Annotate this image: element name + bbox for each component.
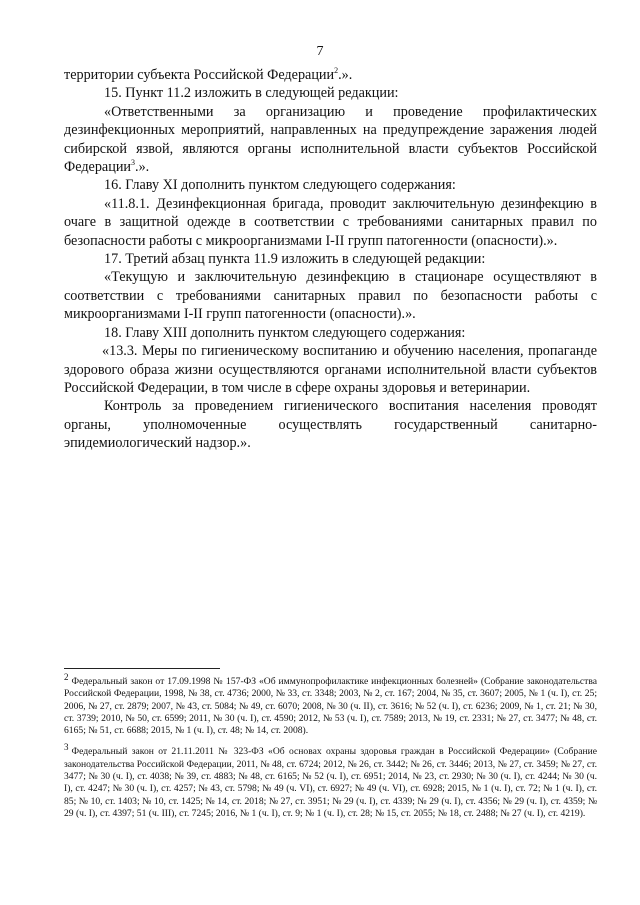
paragraph-item-15: 15. Пункт 11.2 изложить в следующей редакции: — [104, 85, 399, 102]
footnote-ref-2[interactable]: 2 — [334, 66, 339, 75]
footnote-text: Федеральный закон от 21.11.2011 № 323-ФЗ «Об основах охраны здоровья граждан в Российской Федерации» (Собрание законодательства Российской Федерации, 2011, № 48, ст. 6724; 2012, № 26, ст. 3442; № 26, ст. 3446; 2013, № 27, ст. 3459; № 27, ст. 3477; № 30 (ч. I), ст. 4038; № 39, ст. 4883; № 48, ст. 6165; № 52 (ч. I), ст. 6951; 2014, № 23, ст. 2930; № 30 (ч. I), ст. 4244; № 30 (ч. I), ст. 4247; № 30 (ч. I), ст. 4257; № 43, ст. 5798; № 49 (ч. VI), ст. 6927; № 49 (ч. VI), ст. 6928; 2015, № 1 (ч. I), ст. 72; № 1 (ч. I), ст. 85; № 10, ст. 1403; № 10, ст. 1425; № 14, ст. 2018; № 27, ст. 3951; № 29 (ч. I), ст. 4339; № 29 (ч. I), ст. 4356; № 29 (ч. I), ст. 4359; № 29 (ч. I), ст. 4397; 51 (ч. III), ст. 7245; 2016, № 1 (ч. I), ст. 9; № 1 (ч. I), ст. 28; № 15, ст. 2055; № 18, ст. 2488; № 27 (ч. I), ст. 4219). — [64, 746, 597, 819]
body-text — [64, 66, 597, 453]
footnote-ref-3[interactable]: 3 — [131, 158, 136, 168]
footnote-mark: 2 — [64, 672, 69, 682]
footnotes — [64, 671, 597, 824]
paragraph-continuation: территории субъекта Российской Федерации$^2$.». — [64, 66, 353, 83]
footnote-2 — [64, 671, 597, 737]
paragraph-quote-11-8-1: «11.8.1. Дезинфекционная бригада, проводит заключительную дезинфекцию в очаге в защитной одежде в соответствии с требованиями санитарных правил по безопасности работы с микроорганизмами I-II групп патогенности (опасности).». — [64, 195, 597, 249]
footnote-3 — [64, 741, 597, 820]
footnote-mark: 3 — [64, 742, 69, 753]
paragraph-quote-13-3: «13.3. Меры по гигиеническому воспитанию и обучению населения, пропаганде здорового образа жизни осуществляются органами исполнительной власти субъектов Российской Федерации, в том числе в сфере охраны здоровья и ветеринарии. — [64, 343, 597, 396]
paragraph-item-16: 16. Главу XI дополнить пунктом следующего содержания: — [104, 177, 456, 194]
footnote-separator — [64, 668, 220, 669]
paragraph-item-17: 17. Третий абзац пункта 11.9 изложить в следующей редакции: — [104, 251, 486, 268]
footnote-text: Федеральный закон от 17.09.1998 № 157-ФЗ «Об иммунопрофилактике инфекционных болезней» (Собрание законодательства Российской Федерации, 1998, № 38, ст. 4736; 2000, № 33, ст. 3348; 2003, № 2, ст. 167; 2004, № 35, ст. 3607; 2005, № 1 (ч. I), ст. 25; 2006, № 27, ст. 2879; 2007, № 43, ст. 5084; № 49, ст. 6070; 2008, № 30 (ч. II), ст. 3616; № 52 (ч. I), ст. 6236; 2009, № 1, ст. 21; № 30, ст. 3739; 2010, № 50, ст. 6599; 2011, № 30 (ч. I), ст. 4590; 2012, № 53 (ч. I), ст. 7589; 2013, № 19, ст. 2331; № 27, ст. 3477; № 48, ст. 6165; № 51, ст. 6688; 2015, № 1 (ч. I), ст. 48; № 14, ст. 2008). — [64, 676, 597, 737]
page-number: 7 — [316, 44, 324, 59]
paragraph-control: Контроль за проведением гигиенического воспитания населения проводят органы, уполномоченные осуществлять государственный санитарно-эпидемиологический надзор.». — [64, 398, 597, 452]
paragraph-quote-11-2: «Ответственными за организацию и проведение профилактических дезинфекционных мероприятий, направленных на предупреждение заражения людей сибирской язвой, являются органы исполнительной власти субъектов Российской Федерации$^3$.». — [64, 103, 597, 176]
paragraph-item-18: 18. Главу XIII дополнить пунктом следующего содержания: — [104, 324, 466, 341]
paragraph-quote-11-9: «Текущую и заключительную дезинфекцию в стационаре осуществляют в соответствии с требованиями санитарных правил по безопасности работы с микроорганизмами I-II групп патогенности (опасности).». — [64, 269, 597, 323]
